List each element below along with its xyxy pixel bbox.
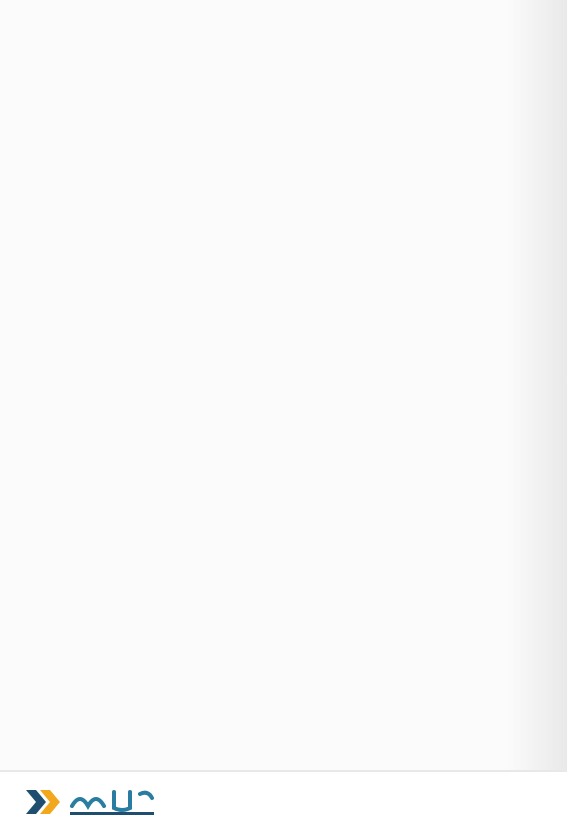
logo-wordmark-icon — [72, 792, 152, 810]
banner-divider — [0, 770, 567, 772]
store-banner — [0, 770, 567, 832]
logo-underline — [70, 812, 154, 815]
store-logo — [22, 784, 202, 820]
chevron-logo-icon — [26, 790, 60, 814]
